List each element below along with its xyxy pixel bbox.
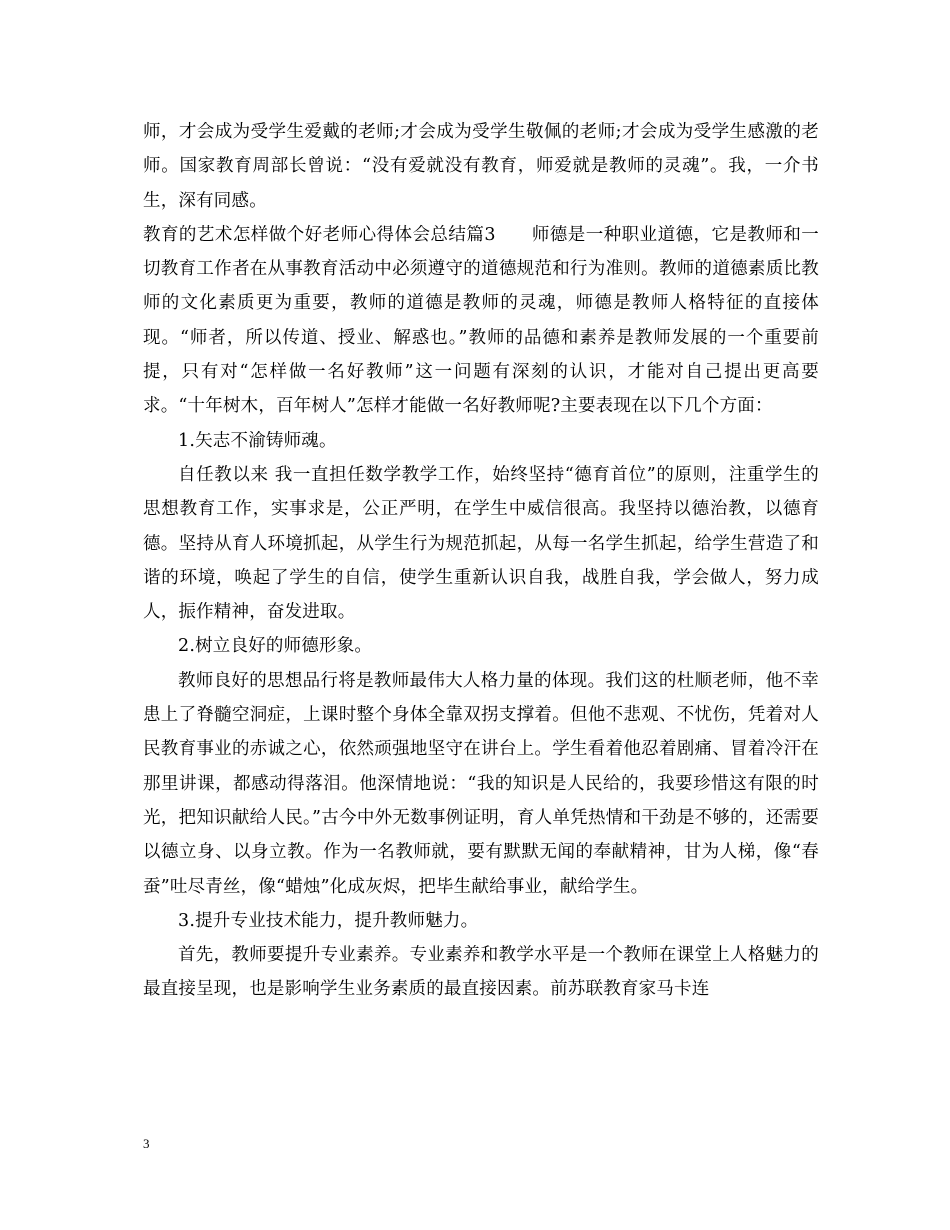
heading-3: 3.提升专业技术能力，提升教师魅力。 [178,910,479,931]
paragraph-3: 自任教以来 我一直担任数学教学工作，始终坚持“德育首位”的原则，注重学生的思想教育工作，实事求是，公正严明，在学生中威信很高。我坚持以德治教，以德育德。坚持从育人环境抓起，从学生行为规范抓起，从每一名学生抓起，给学生营造了和谐的环境，唤起了学生的自信，使学生重新认识自我，战胜自我，学会做人，努力成人，振作精神，奋发进取。 [143,464,819,623]
heading-1: 1.矢志不渝铸师魂。 [178,430,337,451]
paragraph-4: 教师良好的思想品行将是教师最伟大人格力量的体现。我们这的杜顺老师，他不幸患上了脊髓空洞症，上课时整个身体全靠双拐支撑着。但他不悲观、不忧伤，凭着对人民教育事业的赤诚之心，依然顽强地坚守在讲台上。学生看着他忍着剧痛、冒着冷汗在那里讲课，都感动得落泪。他深情地说：“我的知识是人民给的，我要珍惜这有限的时光，把知识献给人民。”古今中外无数事例证明，育人单凭热情和干劲是不够的，还需要以德立身、以身立教。作为一名教师就，要有默默无闻的奉献精神，甘为人梯，像“春蚕”吐尽青丝，像“蜡烛”化成灰烬，把毕生献给事业，献给学生。 [143,670,819,897]
document-body [143,115,819,1007]
paragraph-2: 教育的艺术怎样做个好老师心得体会总结篇3 师德是一种职业道德，它是教师和一切教育工作者在从事教育活动中必须遵守的道德规范和行为准则。教师的道德素质比教师的文化素质更为重要，教师的道德是教师的灵魂，师德是教师人格特征的直接体现。“师者，所以传道、授业、解惑也。”教师的品德和素养是教师发展的一个重要前提，只有对“怎样做一名好教师”这一问题有深刻的认识，才能对自己提出更高要求。“十年树木，百年树人”怎样才能做一名好教师呢?主要表现在以下几个方面： [143,224,819,417]
page-number: 3 [143,1136,150,1151]
paragraph-5: 首先，教师要提升专业素养。专业素养和教学水平是一个教师在课堂上人格魅力的最直接呈现，也是影响学生业务素质的最直接因素。前苏联教育家马卡连 [143,945,819,1000]
heading-2: 2.树立良好的师德形象。 [178,636,373,657]
paragraph-1: 师，才会成为受学生爱戴的老师;才会成为受学生敬佩的老师;才会成为受学生感激的老师。国家教育周部长曾说：“没有爱就没有教育，师爱就是教师的灵魂”。我，一介书生，深有同感。 [143,122,819,211]
